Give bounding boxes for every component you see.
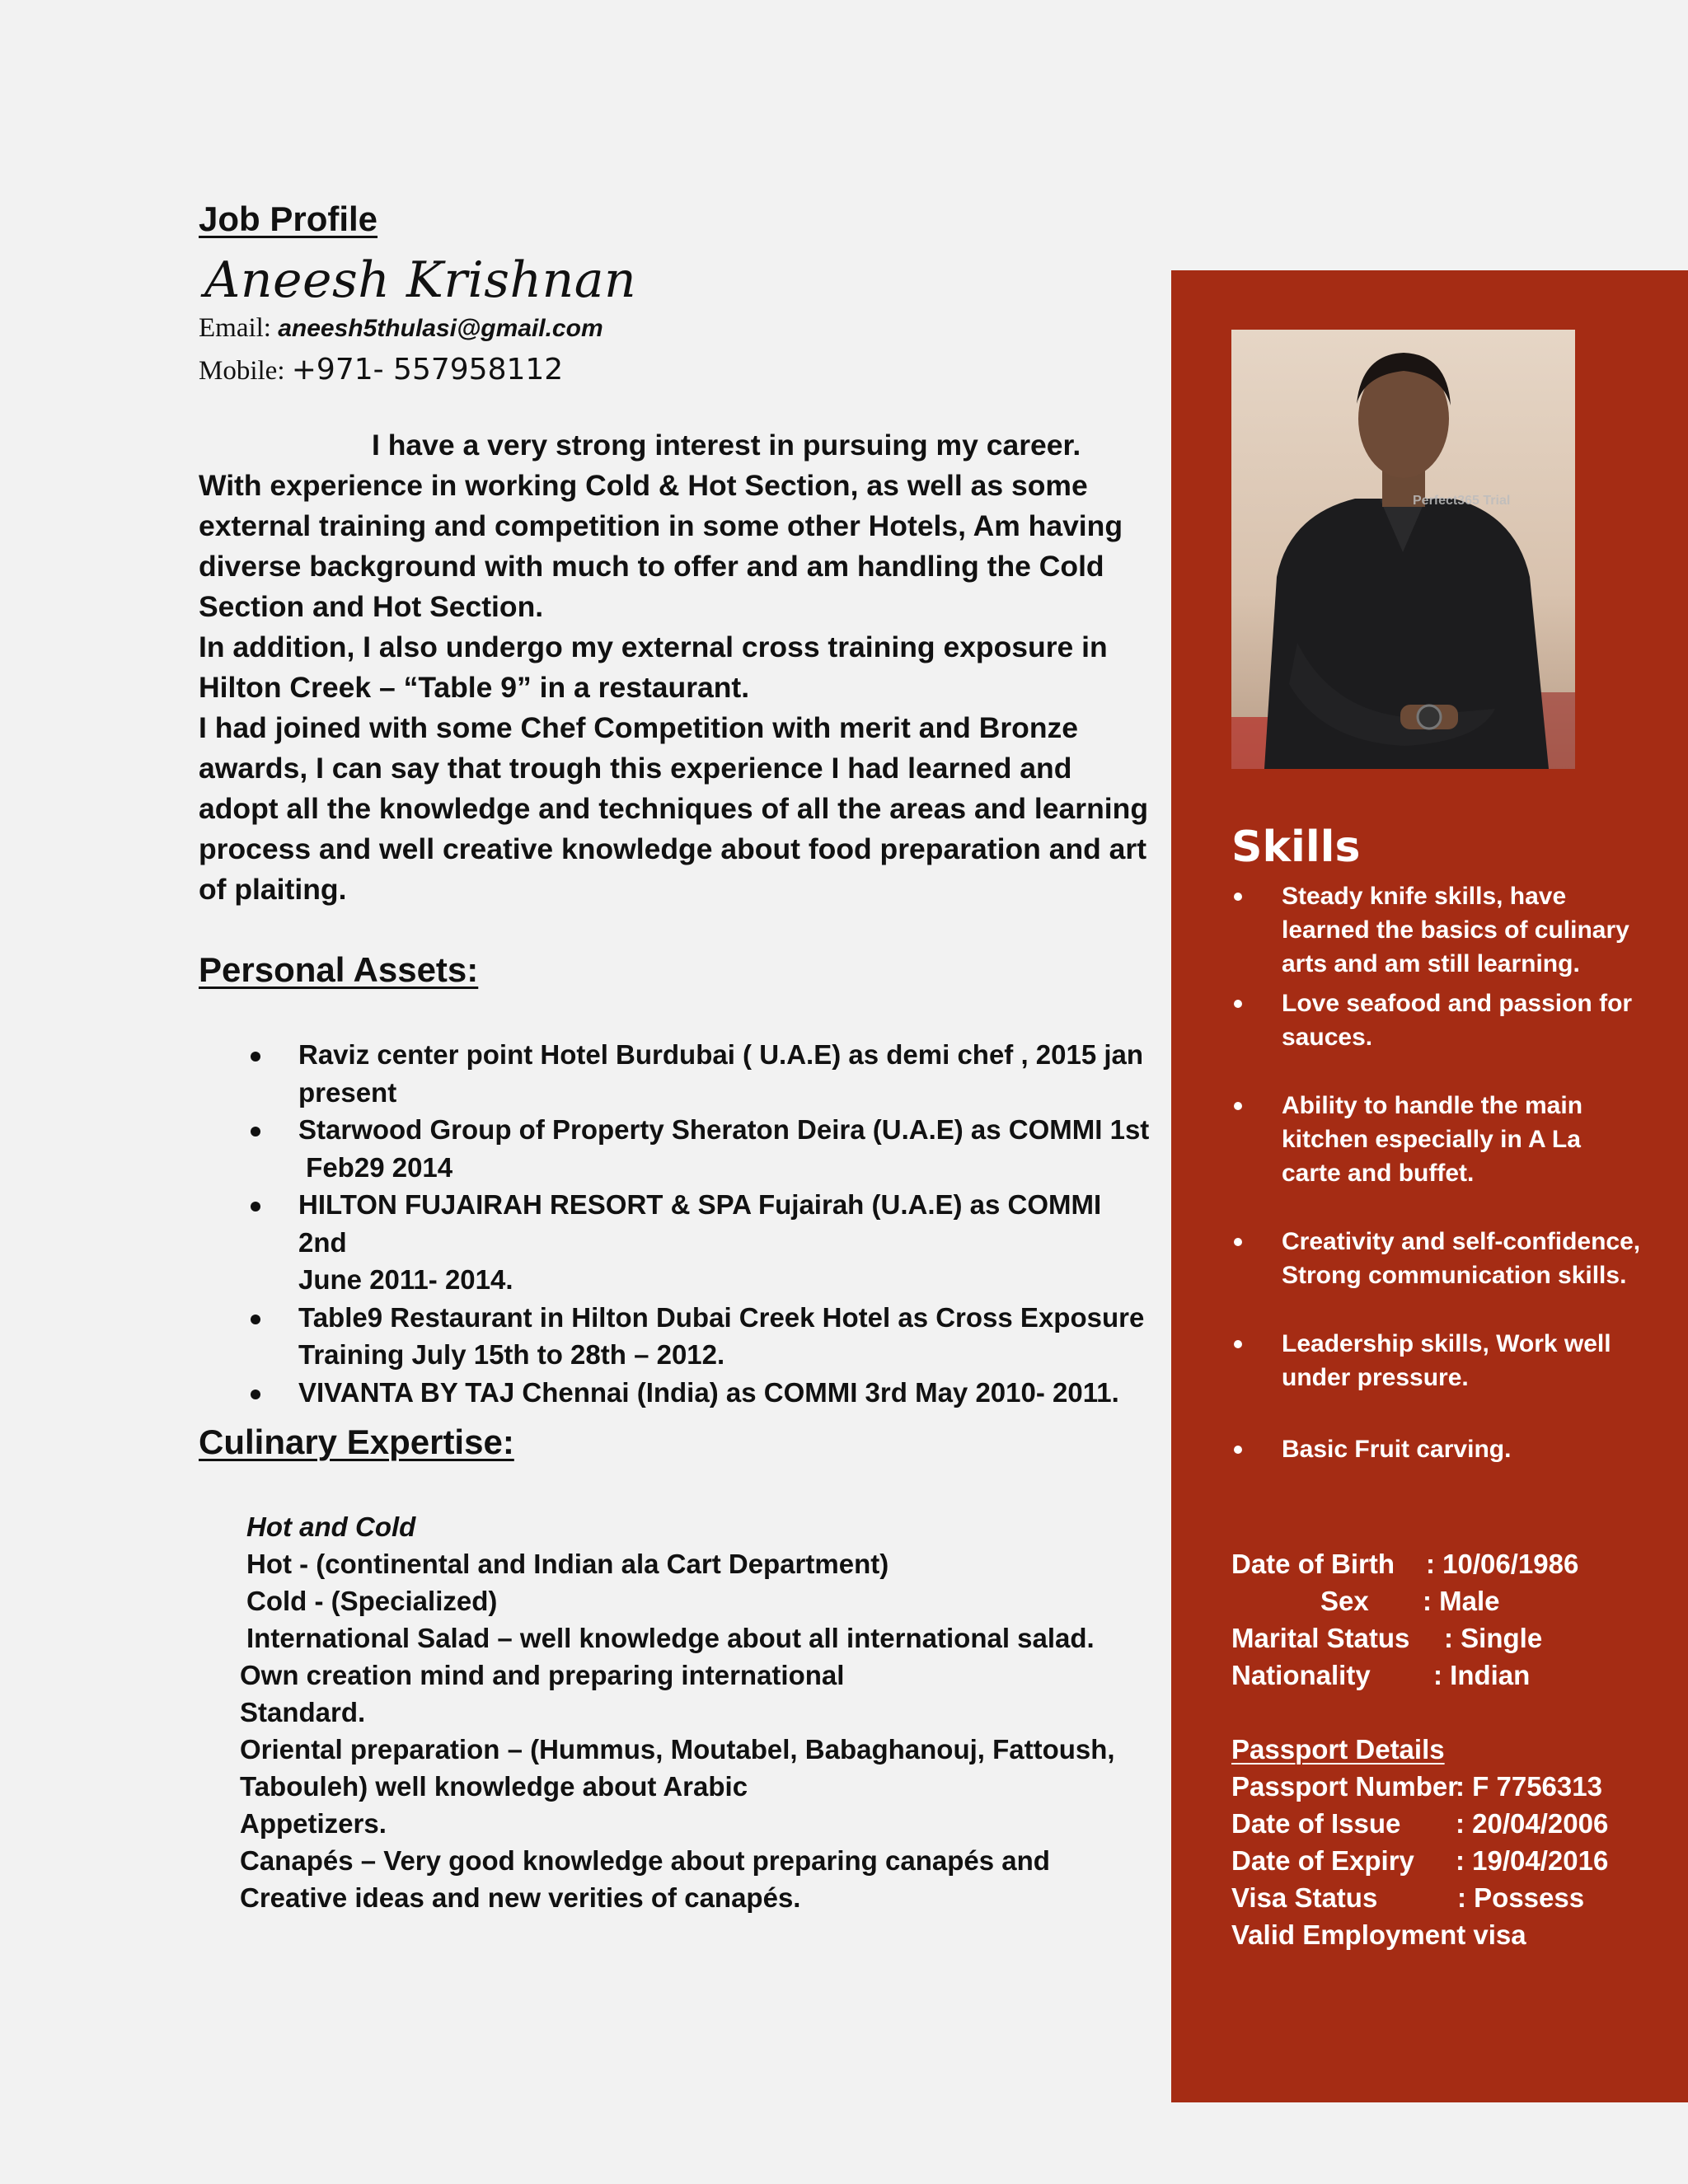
profile-photo [1231,330,1575,769]
culinary-expertise-body [240,1508,1171,1916]
culinary-line: Oriental preparation – (Hummus, Moutabel, Babaghanouj, Fattoush, [240,1734,1115,1765]
list-item-line: HILTON FUJAIRAH RESORT & SPA Fujairah (U.A.E) as COMMI 2nd [298,1189,1102,1258]
culinary-line: Standard. [240,1697,366,1727]
culinary-line: Appetizers. [240,1808,387,1839]
summary-paragraph-2: In addition, I also undergo my external cross training exposure in Hilton Creek – “Table 9” in a restaurant. [199,630,1108,704]
culinary-line: Tabouleh) well knowledge about Arabic [240,1771,748,1802]
expiry-date-value: : 19/04/2016 [1456,1845,1609,1876]
visa-status-label: Visa Status [1231,1882,1378,1913]
list-item: Creativity and self-confidence, Strong communication skills. [1231,1225,1643,1292]
passport-number-value: : F 7756313 [1456,1771,1602,1802]
dob-value: : 10/06/1986 [1426,1549,1579,1579]
career-summary [199,425,1151,910]
culinary-line: Cold - (Specialized) [246,1586,498,1616]
skills-heading: Skills [1231,823,1361,872]
list-item: Leadership skills, Work well under pressure. [1231,1327,1643,1394]
visa-status-value: : Possess [1457,1882,1585,1913]
skills-list [1231,879,1643,1466]
candidate-name: Aneesh Krishnan [204,251,637,309]
culinary-line: International Salad – well knowledge about all international salad. [246,1623,1095,1653]
passport-number-label: Passport Number [1231,1771,1459,1802]
list-item [247,1374,1154,1412]
list-item [247,1186,1154,1299]
issue-date-value: : 20/04/2006 [1456,1808,1609,1839]
list-item: Basic Fruit carving. [1231,1432,1643,1466]
email-value[interactable]: aneesh5thulasi@gmail.com [278,315,603,342]
nationality-value: : Indian [1433,1660,1531,1690]
list-item-line: VIVANTA BY TAJ Chennai (India) as COMMI 3rd May 2010- 2011. [298,1376,1119,1408]
personal-assets-list [247,1036,1154,1411]
passport-heading: Passport Details [1231,1734,1445,1765]
list-item-line: Feb29 2014 [298,1151,453,1183]
list-item-line: Training July 15th to 28th – 2012. [298,1339,725,1370]
culinary-line: Creative ideas and new verities of canapés. [240,1882,801,1913]
issue-date-label: Date of Issue [1231,1808,1401,1839]
mobile-value: +971- 557958112 [291,353,564,387]
culinary-line: Hot - (continental and Indian ala Cart Department) [246,1549,889,1579]
culinary-expertise-heading: Culinary Expertise: [199,1422,514,1461]
list-item: Love seafood and passion for sauces. [1231,987,1643,1054]
list-item [247,1111,1154,1186]
passport-details [1231,1731,1660,1953]
sex-label: Sex [1320,1586,1369,1616]
mobile-line [199,353,563,387]
summary-paragraph-3: I had joined with some Chef Competition with merit and Bronze awards, I can say that trough this experience I had learned and adopt all the knowledge and techniques of all the areas and learning process and well creative knowledge about food preparation and art of plaiting. [199,711,1148,906]
summary-paragraph-1: I have a very strong interest in pursuing my career. With experience in working Cold & Hot Section, as well as some external training and competition in some other Hotels, Am having diverse background with much to offer and am handling the Cold Section and Hot Section. [199,429,1123,623]
marital-label: Marital Status [1231,1623,1410,1653]
mobile-label: Mobile: [199,356,292,386]
list-item [247,1299,1154,1374]
photo-watermark: Perfect365 Trial [1413,494,1511,508]
employment-visa: Valid Employment visa [1231,1919,1526,1950]
email-label: Email: [199,313,279,343]
list-item-line: present [298,1076,397,1108]
culinary-line: Canapés – Very good knowledge about preparing canapés and [240,1845,1050,1876]
dob-label: Date of Birth [1231,1549,1395,1579]
culinary-subtitle: Hot and Cold [246,1511,416,1542]
email-line [199,313,603,344]
expiry-date-label: Date of Expiry [1231,1845,1414,1876]
list-item-line: Table9 Restaurant in Hilton Dubai Creek Hotel as Cross Exposure [298,1301,1145,1333]
list-item-line: Raviz center point Hotel Burdubai ( U.A.E) as demi chef , 2015 jan [298,1039,1144,1070]
chef-portrait-image [1231,330,1575,769]
list-item: Ability to handle the main kitchen especially in A La carte and buffet. [1231,1089,1643,1190]
list-item [247,1036,1154,1111]
sex-value: : Male [1423,1586,1500,1616]
list-item-line: Starwood Group of Property Sheraton Deira (U.A.E) as COMMI 1st [298,1114,1150,1145]
culinary-line: Own creation mind and preparing international [240,1660,845,1690]
list-item: Steady knife skills, have learned the basics of culinary arts and am still learning. [1231,879,1643,981]
nationality-label: Nationality [1231,1660,1371,1690]
marital-value: : Single [1444,1623,1543,1653]
list-item-line: June 2011- 2014. [298,1264,513,1295]
personal-assets-heading: Personal Assets: [199,950,479,989]
personal-details [1231,1545,1660,1694]
job-profile-heading: Job Profile [199,199,378,238]
